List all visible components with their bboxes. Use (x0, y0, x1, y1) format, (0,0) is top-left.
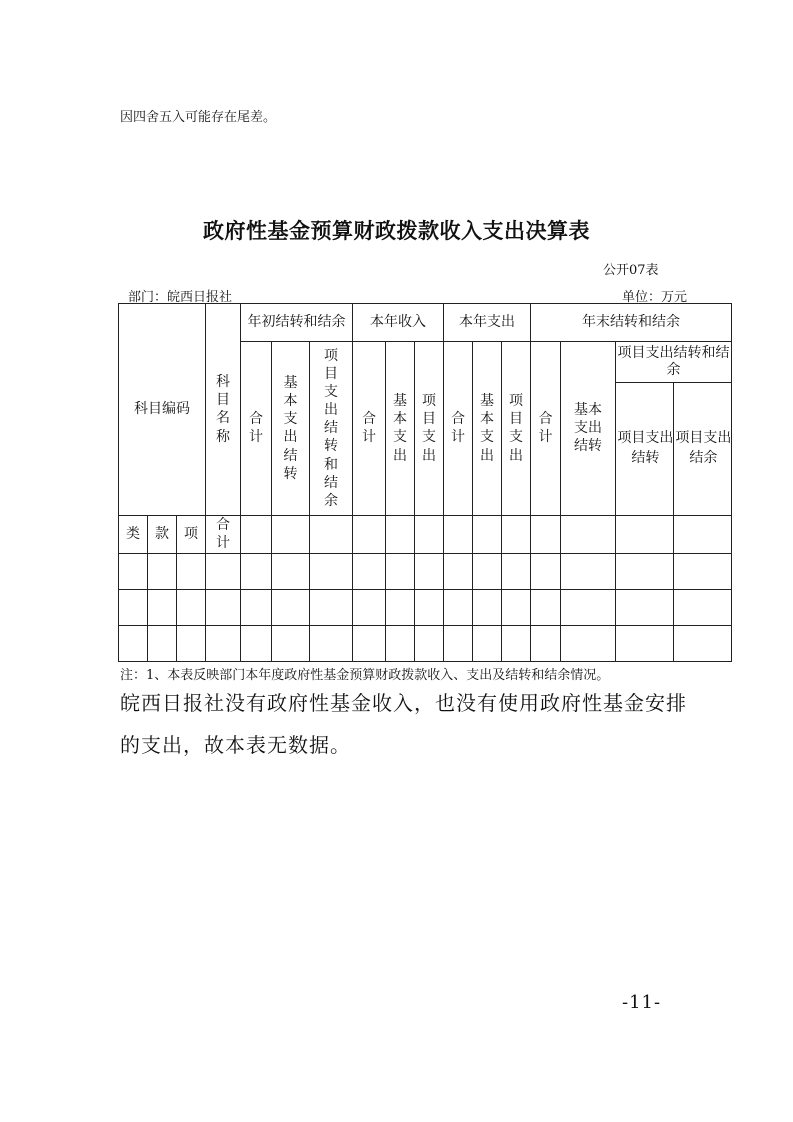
opening-total: 合计 (241, 342, 272, 516)
table-row (119, 590, 732, 626)
header-opening: 年初结转和结余 (241, 304, 353, 342)
unit-label: 单位：万元 (622, 290, 688, 305)
ending-total: 合计 (531, 342, 561, 516)
header-income: 本年收入 (353, 304, 444, 342)
total-row-label: 合计 (206, 516, 241, 554)
header-code: 科目编码 (119, 304, 206, 516)
ending-project-carry: 项目支出结转 (616, 383, 674, 516)
ending-basic-carry: 基本支出结转 (561, 342, 616, 516)
page-number: -11- (622, 992, 662, 1013)
page-title: 政府性基金预算财政拨款收入支出决算表 (203, 219, 590, 243)
header-category: 类 (119, 516, 148, 554)
header-section: 款 (148, 516, 177, 554)
header-name: 科目名称 (206, 304, 241, 516)
explanation-paragraph: 皖西日报社没有政府性基金收入，也没有使用政府性基金安排的支出，故本表无数据。 (120, 691, 687, 757)
opening-basic-carry: 基本支出结转 (272, 342, 310, 516)
table-row (119, 554, 732, 590)
expense-basic: 基本支出 (473, 342, 502, 516)
expense-total: 合计 (444, 342, 473, 516)
header-item: 项 (177, 516, 206, 554)
budget-table (118, 303, 732, 662)
table-footnote: 注：1、本表反映部门本年度政府性基金预算财政拨款收入、支出及结转和结余情况。 (120, 668, 610, 683)
income-project: 项目支出 (415, 342, 444, 516)
table-row (119, 626, 732, 662)
income-total: 合计 (353, 342, 386, 516)
header-ending: 年末结转和结余 (531, 304, 732, 342)
header-expense: 本年支出 (444, 304, 531, 342)
rounding-note: 因四舍五入可能存在尾差。 (120, 110, 277, 125)
form-number: 公开07表 (603, 263, 659, 278)
department-label: 部门：皖西日报社 (128, 290, 233, 305)
income-basic: 基本支出 (386, 342, 415, 516)
ending-project-balance: 项目支出结余 (674, 383, 732, 516)
opening-project-carry-balance: 项目支出结转和结余 (310, 342, 353, 516)
ending-project-group: 项目支出结转和结余 (616, 342, 732, 383)
expense-project: 项目支出 (502, 342, 531, 516)
